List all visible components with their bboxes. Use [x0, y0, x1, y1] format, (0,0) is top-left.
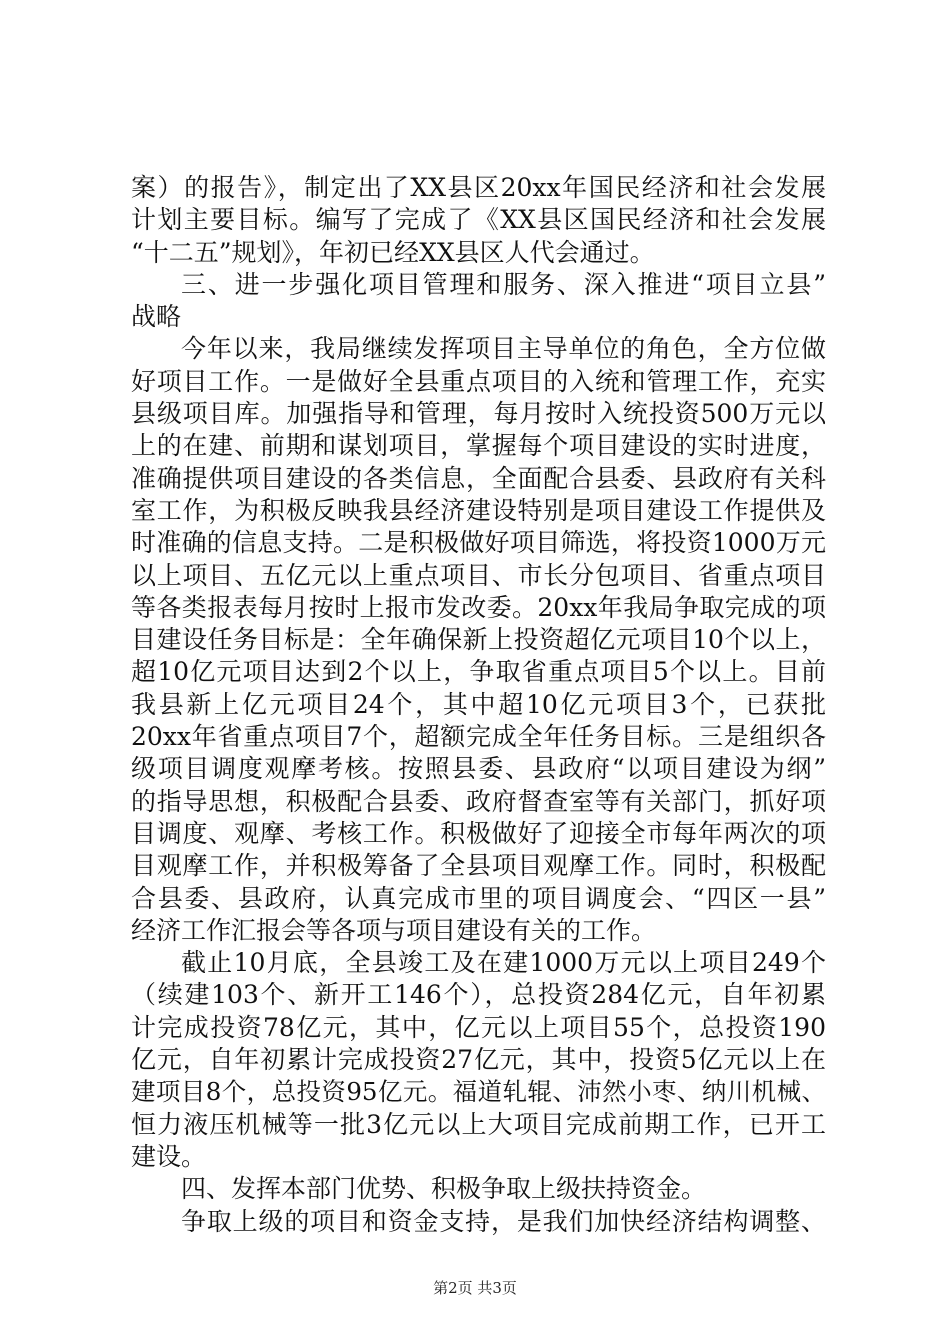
page-footer: 第2页 共3页 [433, 1279, 517, 1297]
text-line: 的指导思想，积极配合县委、政府督查室等有关部门，抓好项 [131, 786, 826, 816]
text-line: 截止10月底，全县竣工及在建1000万元以上项目249个 [181, 948, 826, 978]
text-line: 好项目工作。一是做好全县重点项目的入统和管理工作，充实 [131, 366, 826, 396]
text-line: 战略 [131, 302, 182, 332]
text-line: 级项目调度观摩考核。按照县委、县政府“以项目建设为纲” [131, 754, 826, 784]
text-line: 争取上级的项目和资金支持，是我们加快经济结构调整、 [181, 1206, 826, 1236]
text-line: 恒力液压机械等一批3亿元以上大项目完成前期工作，已开工 [131, 1109, 826, 1139]
text-line: 等各类报表每月按时上报市发改委。20xx年我局争取完成的项 [131, 592, 826, 622]
text-line: “十二五”规划》，年初已经XX县区人代会通过。 [131, 237, 655, 267]
text-line: 20xx年省重点项目7个，超额完成全年任务目标。三是组织各 [131, 722, 826, 752]
text-line: 案）的报告》，制定出了XX县区20xx年国民经济和社会发展 [131, 173, 826, 202]
text-line: 三、进一步强化项目管理和服务、深入推进“项目立县” [181, 269, 826, 299]
text-line: 经济工作汇报会等各项与项目建设有关的工作。 [131, 915, 657, 945]
text-line: 建项目8个，总投资95亿元。福道轧辊、沛然小枣、纳川机械、 [131, 1077, 826, 1107]
text-line: 目建设任务目标是：全年确保新上投资超亿元项目10个以上， [131, 625, 826, 655]
text-line: 计划主要目标。编写了完成了《XX县区国民经济和社会发展 [131, 205, 826, 235]
text-line: 目调度、观摩、考核工作。积极做好了迎接全市每年两次的项 [131, 818, 826, 848]
text-line: 以上项目、五亿元以上重点项目、市长分包项目、省重点项目 [131, 560, 826, 590]
text-line: 县级项目库。加强指导和管理，每月按时入统投资500万元以 [131, 399, 826, 429]
text-line: 我县新上亿元项目24个，其中超10亿元项目3个，已获批 [131, 689, 826, 719]
document-body [131, 172, 826, 1238]
text-line: 合县委、县政府，认真完成市里的项目调度会、“四区一县” [131, 883, 826, 913]
text-line: 上的在建、前期和谋划项目，掌握每个项目建设的实时进度， [131, 431, 826, 461]
text-line: 亿元，自年初累计完成投资27亿元，其中，投资5亿元以上在 [131, 1045, 826, 1075]
text-line: （续建103个、新开工146个），总投资284亿元，自年初累 [131, 980, 826, 1010]
text-line: 准确提供项目建设的各类信息，全面配合县委、县政府有关科 [131, 463, 826, 493]
text-line: 超10亿元项目达到2个以上，争取省重点项目5个以上。目前 [131, 657, 826, 687]
text-line: 目观摩工作，并积极筹备了全县项目观摩工作。同时，积极配 [131, 851, 826, 881]
text-line: 四、发挥本部门优势、积极争取上级扶持资金。 [181, 1174, 707, 1204]
text-line: 室工作，为积极反映我县经济建设特别是项目建设工作提供及 [131, 495, 826, 525]
text-line: 时准确的信息支持。二是积极做好项目筛选，将投资1000万元 [131, 528, 826, 558]
text-line: 今年以来，我局继续发挥项目主导单位的角色，全方位做 [181, 334, 826, 364]
text-line: 计完成投资78亿元，其中，亿元以上项目55个，总投资190 [131, 1012, 826, 1042]
text-line: 建设。 [131, 1141, 207, 1171]
